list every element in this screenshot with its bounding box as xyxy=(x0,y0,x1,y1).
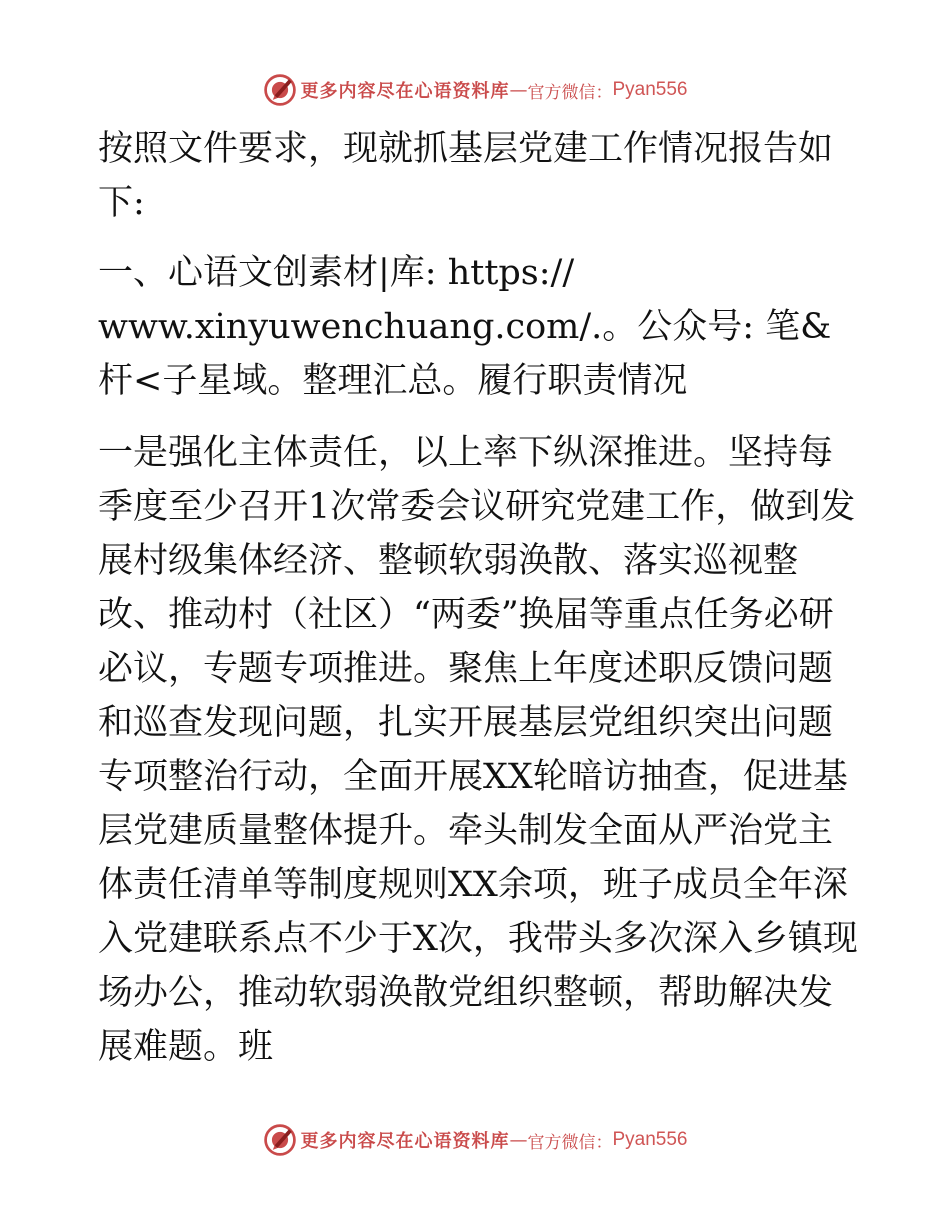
body-paragraph: 一是强化主体责任，以上率下纵深推进。坚持每季度至少召开1次常委会议研究党建工作，做到发展村级集体经济、整顿软弱涣散、落实巡视整改、推动村（社区）“两委”换届等重点任务必研必议，专题专项推进。聚焦上年度述职反馈问题和巡查发现问题，扎实开展基层党组织突出问题专项整治行动，全面开展XX轮暗访抽查，促进基层党建质量整体提升。牵头制发全面从严治党主体责任清单等制度规则XX余项，班子成员全年深入党建联系点不少于X次，我带头多次深入乡镇现场办公，推动软弱涣散党组织整顿，帮助解决发展难题。班 xyxy=(98,433,858,1067)
section-heading-line1: 一、心语文创素材|库: https:// xyxy=(98,253,575,293)
intro-paragraph: 按照文件要求，现就抓基层党建工作情况报告如下: xyxy=(98,129,834,223)
footer-wechat-id: Pyan556 xyxy=(612,1129,688,1150)
document-body xyxy=(98,122,858,1074)
footer-dash: — xyxy=(509,1129,528,1151)
header-banner xyxy=(0,70,950,110)
header-wechat-label: 官方微信： xyxy=(527,82,613,103)
pen-circle-logo-icon xyxy=(262,72,298,108)
pen-circle-logo-icon xyxy=(262,1122,298,1158)
footer-wechat-label: 官方微信： xyxy=(527,1132,613,1153)
section-heading-line2: www.xinyuwenchuang.com/.。公众号: 笔&杆<子星域。整理汇总。履行职责情况 xyxy=(98,307,832,401)
header-wechat-id: Pyan556 xyxy=(612,79,688,100)
header-dash: — xyxy=(509,79,528,101)
header-brand-text: 更多内容尽在心语资料库 xyxy=(300,81,510,102)
footer-brand-text: 更多内容尽在心语资料库 xyxy=(300,1131,510,1152)
footer-banner xyxy=(0,1120,950,1160)
